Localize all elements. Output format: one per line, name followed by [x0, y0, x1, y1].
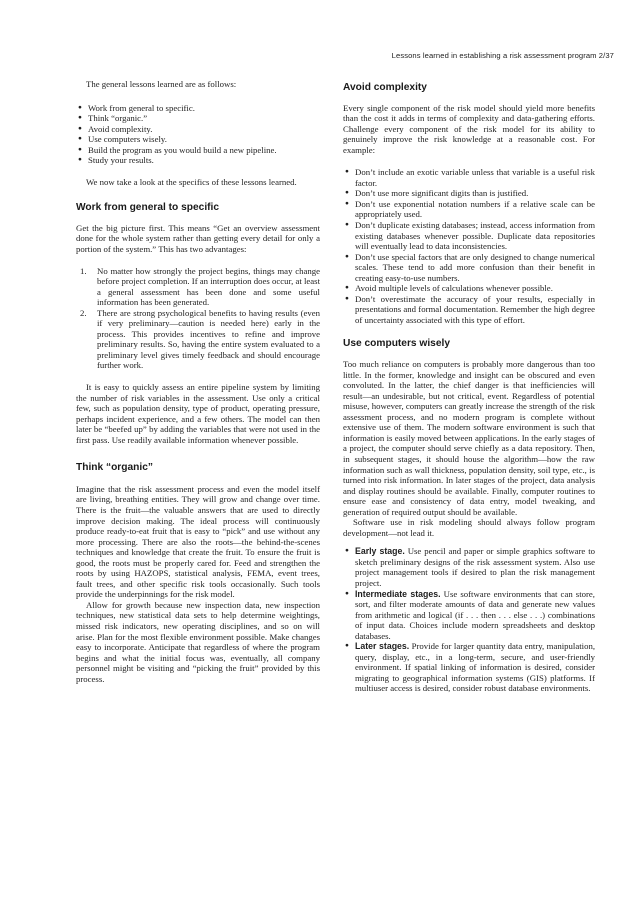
complexity-list: [343, 167, 595, 325]
list-item: ● Don’t use special factors that are only designed to change numerical scales. These tend to add more confusion than their benefit in creating easy-to-use numbers.: [343, 252, 595, 284]
list-item: ● Don’t use more significant digits than is justified.: [343, 188, 595, 199]
advantages-list: [76, 266, 320, 371]
stage-text: Use pencil and paper or simple graphics software to sketch preliminary designs of the risk assessment system. Also use project management tools if desired to plan the risk management project.: [355, 546, 596, 588]
list-item: ● Avoid complexity.: [76, 124, 320, 135]
paragraph: Every single component of the risk model should yield more benefits than the cost it adds in terms of complexity and data-gathering efforts. Challenge every component of the risk model for its ability to genuinely improve the risk knowledge at a reasonable cost. For example:: [343, 102, 595, 155]
stage-label: Early stage.: [355, 546, 405, 557]
stage-label: Later stages.: [355, 641, 410, 652]
list-item: [343, 589, 595, 642]
stage-text: Use software environments that can store, sort, and filter moderate amounts of data and generate new values from arithmetic and logical (if . . . then . . . else . . .) combinations of input data. Choices include modern spreadsheets and desktop databases.: [355, 588, 595, 641]
list-item: [343, 546, 595, 588]
transition-text: We now take a look at the specifics of these lessons learned.: [86, 176, 297, 187]
section-heading-general-to-specific: Work from general to specific: [76, 202, 220, 214]
stages-list: [343, 546, 595, 694]
list-item-text: No matter how strongly the project begins, things may change before project completion. If an interruption does occur, at least a general assessment has been done and some useful information has been generated.: [97, 265, 320, 308]
list-number: 1.: [80, 265, 87, 276]
paragraph: Software use in risk modeling should always follow program development—not lead it.: [343, 517, 595, 538]
right-column: [343, 74, 595, 694]
paragraph: Too much reliance on computers is probably more dangerous than too little. In the former, knowledge and insight can be obscured and even convoluted. In the latter, the chief danger is that inefficiencies will result—an undesirable, but not critical, event. Regardless of potential misuse, however, computers can greatly increase the strength of the risk assessment process, and no modern program is complete without extensive use of them. The modern software environment is such that information is easily moved between applications. In the early stages of a project, the computer should serve chiefly as a data repository. Then, in subsequent stages, it should house the algorithm—how the raw information such as wall thickness, population density, soil type, etc., is turned into risk information. In later stages of the project, data analysis and display routines should be available. Finally, computer routines to ensure ease and consistency of data entry, model tweaking, and generation of required output should be available.: [343, 359, 595, 517]
list-item: ● Don’t include an exotic variable unless that variable is a useful risk factor.: [343, 167, 595, 188]
list-item: [343, 641, 595, 694]
paragraph: Get the big picture first. This means “Get an overview assessment done for the whole system rather than getting every detail for only a portion of the system.” This has two advantages:: [76, 222, 320, 255]
list-item-text: There are strong psychological benefits to having results (even if very preliminary—caution is needed here) early in the process. This provides incentives to refine and improve preliminary results. So, having the entire system evaluated to a preliminary level gives timely feedback and should encourage further work.: [97, 307, 320, 371]
stage-text: Provide for larger quantity data entry, manipulation, query, display, etc., in a long-term, secure, and user-friendly environment. If spatial linking of information is desired, consider migrating to geographical information systems (GIS) platforms. If multiuser access is desired, consider robust database environments.: [355, 641, 596, 694]
list-item: ● Think “organic.”: [76, 113, 320, 124]
paragraph: Allow for growth because new inspection data, new inspection techniques, new statistical data sets to help determine weightings, missed risk indicators, new operating disciplines, and so on will arise. Plan for the most flexible environment possible. Make changes easy to incorporate. Anticipate that regardless of where the program begins and what the initial focus was, eventually, all company personnel might be visiting and “picking the fruit” provided by this process.: [76, 599, 320, 684]
section-heading-use-computers-wisely: Use computers wisely: [343, 338, 451, 350]
list-item: ● Work from general to specific.: [76, 103, 320, 114]
list-item: ● Study your results.: [76, 155, 320, 166]
section-heading-avoid-complexity: Avoid complexity: [343, 82, 427, 93]
list-item: ● Don’t duplicate existing databases; instead, access information from existing databases whenever possible. Duplicate data repositories will eventually lead to data inconsistencies.: [343, 220, 595, 252]
list-item: ● Don’t overestimate the accuracy of your results, especially in presentations and formal documentation. Remember the high degree of uncertainty associated with this type of effort.: [343, 294, 595, 326]
list-item: ● Don’t use exponential notation numbers if a relative scale can be appropriately used.: [343, 199, 595, 220]
running-head: Lessons learned in establishing a risk assessment program 2/37: [391, 51, 614, 60]
list-item: ● Build the program as you would build a new pipeline.: [76, 145, 320, 156]
paragraph: Imagine that the risk assessment process and even the model itself are living, breathing entities. They will grow and change over time. There is the fruit—the valuable answers that are used to directly improve decision making. The ideal process will continuously produce ready-to-eat fruit that is easy to “pick” and use without any more processing. There are also the roots—the behind-the-scenes techniques and knowledge that create the fruit. To ensure the fruit is good, the roots must be properly cared for. Feed and strengthen the roots by using HAZOPS, statistical analysis, FEMA, event trees, fault trees, and other specific risk tools occasionally. Such tools provide the underpinnings for the risk model.: [76, 483, 320, 600]
lessons-list: [76, 103, 320, 166]
stage-label: Intermediate stages.: [355, 588, 441, 599]
paragraph: It is easy to quickly assess an entire pipeline system by limiting the number of risk variables in the assessment. Use only a critical few, such as population density, type of product, operating pressure, perhaps incident experience, and a few others. The model can then later be “beefed up” by adding the variables that were not used in the first pass. Use readily available information whenever possible.: [76, 382, 320, 445]
list-item: [76, 266, 320, 308]
intro-text: The general lessons learned are as follows:: [86, 79, 237, 89]
list-item: ● Avoid multiple levels of calculations whenever possible.: [343, 283, 595, 294]
section-heading-think-organic: Think “organic”: [76, 462, 153, 474]
list-item: ● Use computers wisely.: [76, 134, 320, 145]
left-column: [76, 74, 320, 684]
list-number: 2.: [80, 307, 87, 318]
list-item: [76, 308, 320, 371]
